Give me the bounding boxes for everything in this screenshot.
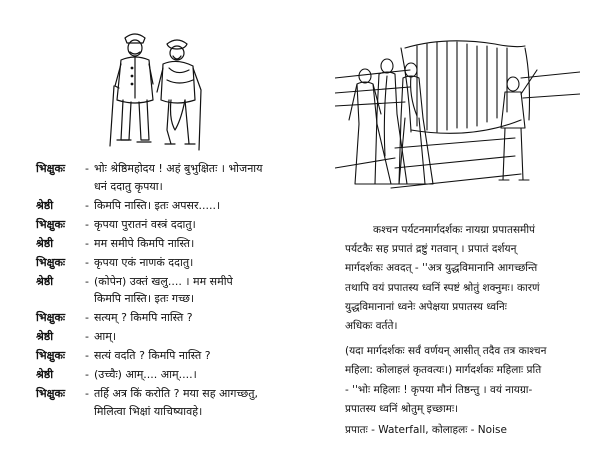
waterfall-tourists-illustration <box>335 18 580 208</box>
story-line: महिला: कोलाहलं कृतवत्यः।) मार्गदर्शकः महिलाः प्रति <box>345 364 542 377</box>
dialogue-line <box>36 197 286 216</box>
dialogue-continuation <box>36 290 286 309</box>
speaker-separator: - <box>85 255 89 269</box>
dialogue-line <box>36 160 286 178</box>
speaker-name: भिक्षुकः <box>36 311 66 324</box>
speaker-separator: - <box>85 387 89 400</box>
speaker-separator: - <box>85 274 89 288</box>
dialogue-continuation <box>36 403 286 422</box>
dialogue-line <box>36 366 286 385</box>
dialogue-text: आम्। <box>94 330 116 343</box>
story-line: युद्धविमानानां ध्वनेः अपेक्षया प्रपातस्य ध्वनिः <box>345 300 507 313</box>
dialogue-text: तर्हि अत्र किं करोति ? मया सह आगच्छतु, <box>94 387 259 400</box>
dialogue-text: सत्यं वदति ? किमपि नास्ति ? <box>94 349 211 362</box>
dialogue-line <box>36 309 286 328</box>
story-line: कश्चन पर्यटनमार्गदर्शकः नायग्रा प्रपातसमीपं <box>373 224 535 236</box>
speaker-name: भिक्षुकः <box>36 349 66 362</box>
beggar-merchant-dialogue <box>36 160 286 422</box>
speaker-name: श्रेष्ठी <box>36 274 54 288</box>
dialogue-text: किमपि नास्ति। इतः अपसर.....। <box>94 198 221 212</box>
story-line: मार्गदर्शकः अवदत् - ''अत्र युद्धविमानानि आगच्छन्ति <box>345 262 538 275</box>
story-line: पर्यटकैः सह प्रपातं द्रष्टुं गतवान् । प्रपातं दर्शयन् <box>345 243 517 256</box>
dialogue-line <box>36 216 286 235</box>
dialogue-text: सत्यम् ? किमपि नास्ति ? <box>94 311 193 324</box>
speaker-name: भिक्षुकः <box>36 162 66 175</box>
speaker-name: भिक्षुकः <box>36 217 66 231</box>
dialogue-text: कृपया एकं नाणकं ददातु। <box>94 255 194 269</box>
dialogue-text: (कोपेन) उक्तं खलु.... । मम समीपे <box>94 274 233 288</box>
dialogue-text: किमपि नास्ति। इतः गच्छ। <box>94 292 194 305</box>
dialogue-text: भोः श्रेष्ठिमहोदय ! अहं बुभुक्षितः । भोजनाय <box>94 162 263 175</box>
dialogue-text: धनं ददातु कृपया। <box>94 179 163 193</box>
speaker-separator: - <box>85 349 89 362</box>
dialogue-line <box>36 273 286 291</box>
dialogue-line <box>36 385 286 403</box>
speaker-separator: - <box>85 368 89 381</box>
story-line: अधिकः वर्तते। <box>345 320 398 333</box>
waterfall-story <box>345 221 591 440</box>
dialogue-line <box>36 235 286 254</box>
beggar-merchant-illustration <box>105 28 213 158</box>
dialogue-continuation <box>36 178 286 197</box>
dialogue-text: मिलित्वा भिक्षां याचिष्यावहे। <box>94 404 203 418</box>
speaker-separator: - <box>85 162 89 175</box>
speaker-name: भिक्षुकः <box>36 255 66 269</box>
glossary-note: प्रपातः - Waterfall, कोलाहलः - Noise <box>345 424 507 437</box>
dialogue-line <box>36 328 286 347</box>
story-line: प्रपातस्य ध्वनिं श्रोतुम् इच्छामः। <box>345 402 459 415</box>
speaker-separator: - <box>85 217 89 231</box>
speaker-separator: - <box>85 198 89 212</box>
dialogue-text: (उच्चैः) आम्.... आम्....। <box>94 368 197 381</box>
speaker-name: भिक्षुकः <box>36 387 66 400</box>
speaker-separator: - <box>85 330 89 343</box>
speaker-name: श्रेष्ठी <box>36 198 54 212</box>
speaker-name: श्रेष्ठी <box>36 236 54 250</box>
speaker-name: श्रेष्ठी <box>36 330 54 343</box>
dialogue-line <box>36 347 286 366</box>
speaker-name: श्रेष्ठी <box>36 368 54 381</box>
dialogue-text: कृपया पुरातनं वस्त्रं ददातु। <box>94 217 196 231</box>
dialogue-line <box>36 254 286 273</box>
story-line: (यदा मार्गदर्शकः सर्वं वर्णयन् आसीत् तदैव तत्र काश्चन <box>345 345 547 358</box>
dialogue-text: मम समीपे किमपि नास्ति। <box>94 236 195 250</box>
story-line: - ''भोः महिलाः ! कृपया मौनं तिष्ठन्तु । वयं नायग्रा- <box>345 383 533 396</box>
speaker-separator: - <box>85 236 89 250</box>
speaker-separator: - <box>85 311 89 324</box>
story-line: तथापि वयं प्रपातस्य ध्वनिं स्पष्टं श्रोतुं शक्नुमः। कारणं <box>345 281 540 294</box>
